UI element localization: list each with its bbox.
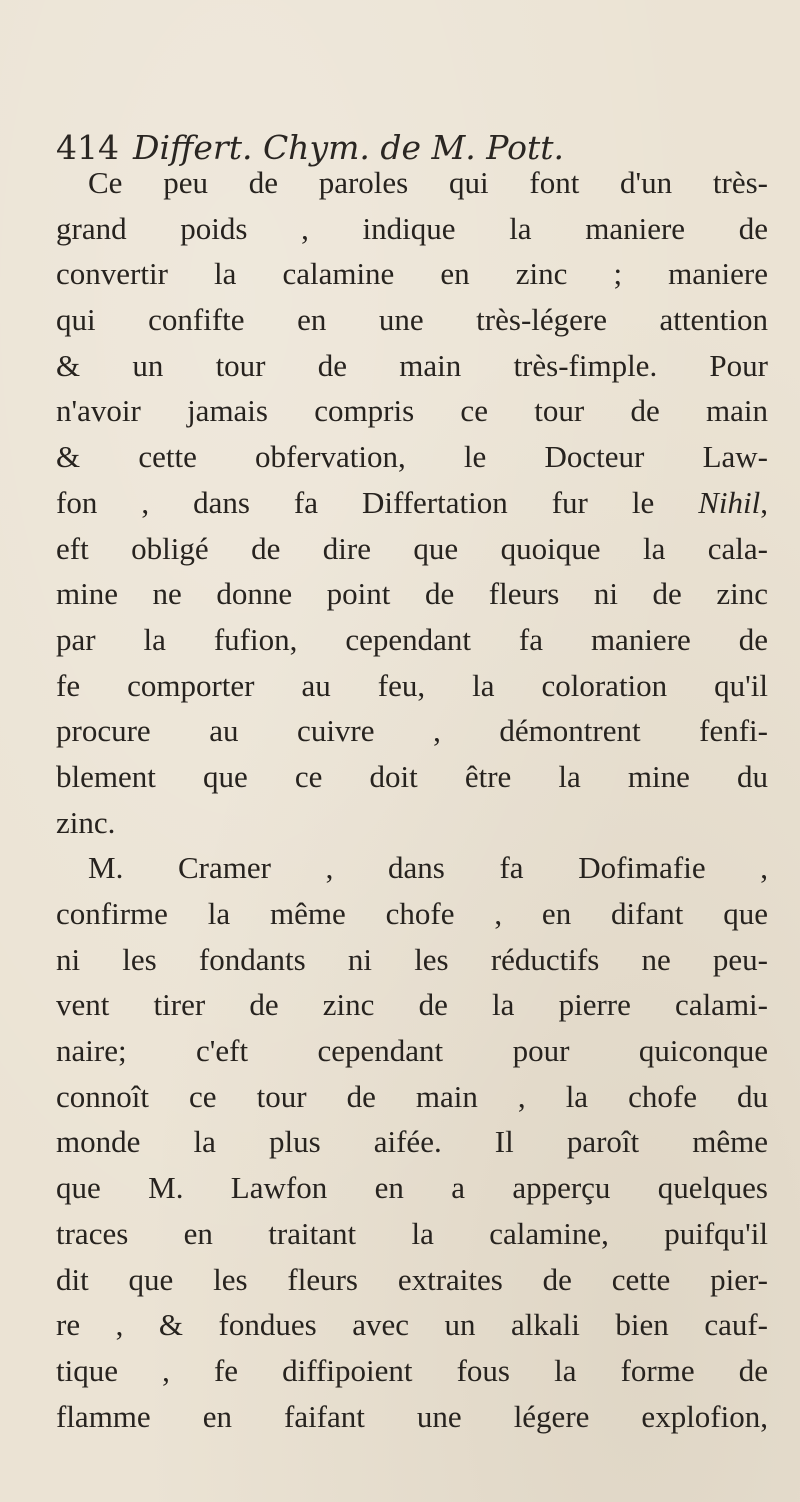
text-line: dit que les fleurs extraites de cette pier- xyxy=(56,1261,768,1297)
text-line: zinc. xyxy=(56,804,116,840)
text-line: qui confifte en une très-légere attention xyxy=(56,302,768,338)
text-line: traces en traitant la calamine, puifqu'il xyxy=(56,1215,768,1251)
text-line: naire; c'eft cependant pour quiconque xyxy=(56,1033,768,1069)
text-line: par la fufion, cependant fa maniere de xyxy=(56,621,768,657)
text-line: re , & fondues avec un alkali bien cauf- xyxy=(56,1307,768,1343)
text-line: M. Cramer , dans fa Dofimafie , xyxy=(88,850,768,886)
punctuation: , xyxy=(760,484,769,520)
text-line: flamme en faifant une légere explofion, xyxy=(56,1398,768,1434)
text-line: & cette obfervation, le Docteur Law- xyxy=(56,439,768,475)
text-line: Ce peu de paroles qui font d'un très- xyxy=(88,165,768,200)
italic-word: Nihil xyxy=(698,484,761,520)
text-line: procure au cuivre , démontrent fenfi- xyxy=(56,713,768,749)
text-line: mine ne donne point de fleurs ni de zinc xyxy=(56,576,768,612)
text-line: fe comporter au feu, la coloration qu'il xyxy=(56,667,768,703)
text-line: ni les fondants ni les réductifs ne peu- xyxy=(56,941,768,977)
text-line-with-italic xyxy=(56,480,768,526)
text-line: eft obligé de dire que quoique la cala- xyxy=(56,530,768,566)
body-text xyxy=(56,160,768,1439)
text-line: grand poids , indique la maniere de xyxy=(56,210,768,246)
text-line: tique , fe diffipoient fous la forme de xyxy=(56,1352,768,1388)
running-title: Differt. Chym. de M. Pott. xyxy=(133,128,565,167)
text-fragment: fon , dans fa Differtation fur le xyxy=(56,484,655,520)
text-line: & un tour de main très-fimple. Pour xyxy=(56,347,768,383)
text-line: monde la plus aifée. Il paroît même xyxy=(56,1124,768,1160)
text-line: n'avoir jamais compris ce tour de main xyxy=(56,393,768,429)
text-line: confirme la même chofe , en difant que xyxy=(56,896,768,931)
text-line: convertir la calamine en zinc ; maniere xyxy=(56,256,768,292)
text-line: blement que ce doit être la mine du xyxy=(56,758,768,794)
text-line: que M. Lawfon en a apperçu quelques xyxy=(56,1170,768,1206)
text-line: vent tirer de zinc de la pierre calami- xyxy=(56,987,768,1023)
page-number: 414 xyxy=(56,128,119,167)
text-line: connoît ce tour de main , la chofe du xyxy=(56,1078,768,1114)
